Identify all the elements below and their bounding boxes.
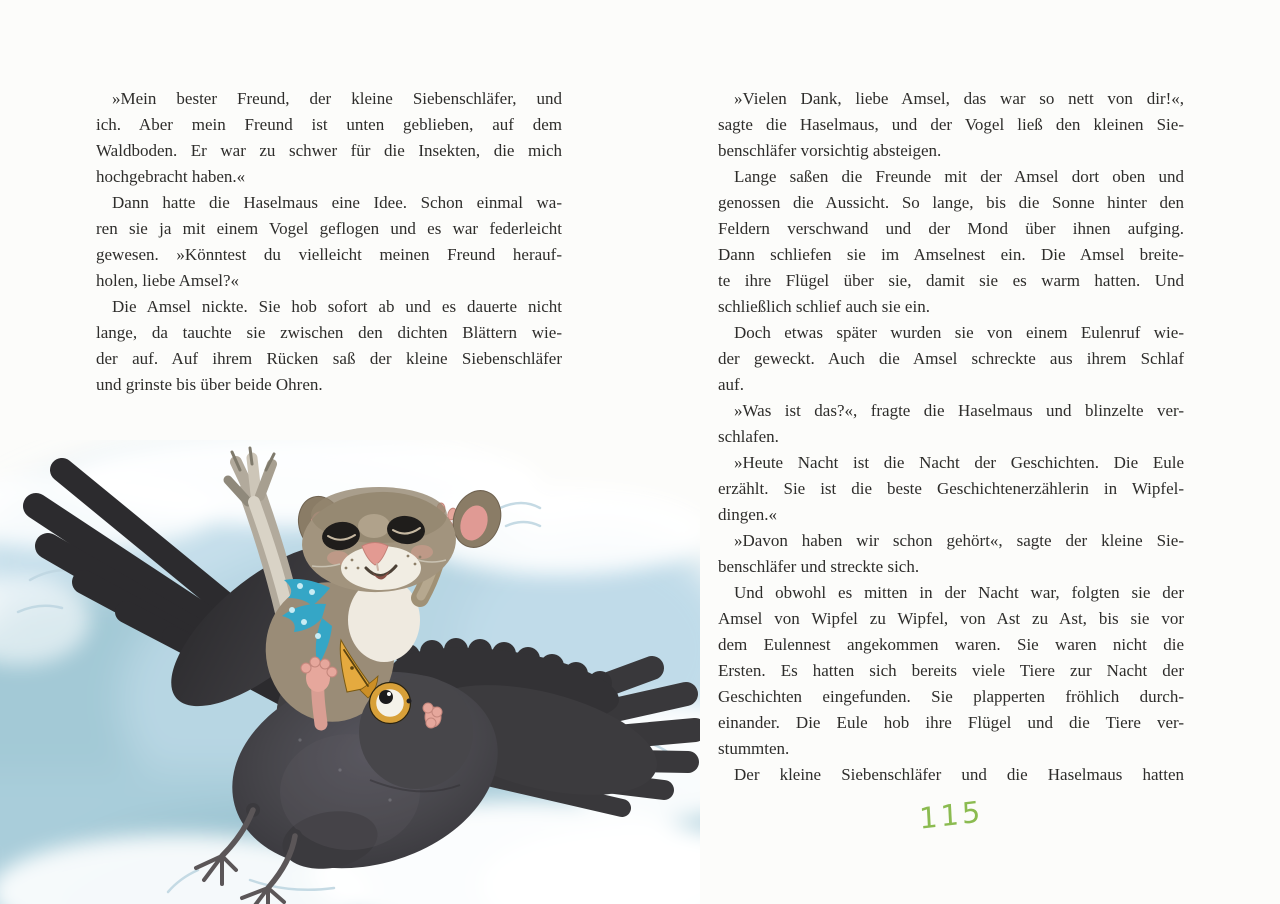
text-line: lange, da tauchte sie zwischen den dichten Blättern wie- bbox=[96, 323, 562, 342]
page-number: 115 bbox=[918, 794, 984, 836]
text-line: hochgebracht haben.« bbox=[96, 167, 246, 186]
blackbird-and-dormouse-illustration bbox=[0, 440, 700, 904]
text-line: Feldern verschwand und der Mond über ihnen aufging. bbox=[718, 219, 1184, 238]
text-line: Dann schliefen sie im Amselnest ein. Die Amsel breite- bbox=[718, 245, 1184, 264]
text-line: und grinste bis über beide Ohren. bbox=[96, 375, 323, 394]
text-line: »Heute Nacht ist die Nacht der Geschichten. Die Eule bbox=[734, 453, 1184, 472]
text-line: einander. Die Eule hob ihre Flügel und die Tiere ver- bbox=[718, 713, 1184, 732]
text-line: dem Eulennest angekommen waren. Sie waren nicht die bbox=[718, 635, 1184, 654]
paragraph bbox=[718, 398, 1184, 450]
text-line: der geweckt. Auch die Amsel schreckte aus ihrem Schlaf bbox=[718, 349, 1184, 368]
text-line: »Was ist das?«, fragte die Haselmaus und blinzelte ver- bbox=[734, 401, 1184, 420]
paragraph bbox=[96, 190, 562, 294]
text-line: »Mein bester Freund, der kleine Siebenschläfer, und bbox=[112, 89, 562, 108]
paragraph bbox=[96, 294, 562, 398]
text-line: Lange saßen die Freunde mit der Amsel dort oben und bbox=[734, 167, 1184, 186]
paragraph bbox=[718, 86, 1184, 164]
text-line: genossen die Aussicht. So lange, bis die Sonne hinter den bbox=[718, 193, 1184, 212]
text-line: stummten. bbox=[718, 739, 790, 758]
text-line: Doch etwas später wurden sie von einem Eulenruf wie- bbox=[734, 323, 1184, 342]
text-line: ren sie ja mit einem Vogel geflogen und es war federleicht bbox=[96, 219, 562, 238]
text-line: Die Amsel nickte. Sie hob sofort ab und es dauerte nicht bbox=[112, 297, 562, 316]
text-line: »Vielen Dank, liebe Amsel, das war so nett von dir!«, bbox=[734, 89, 1184, 108]
paragraph bbox=[718, 450, 1184, 528]
text-line: Der kleine Siebenschläfer und die Haselmaus hatten bbox=[734, 765, 1184, 784]
text-line: auf. bbox=[718, 375, 744, 394]
left-page-text-column bbox=[96, 86, 562, 398]
paragraph bbox=[718, 164, 1184, 320]
text-line: sagte die Haselmaus, und der Vogel ließ den kleinen Sie- bbox=[718, 115, 1184, 134]
text-line: Ersten. Es hatten sich bereits viele Tiere zur Nacht der bbox=[718, 661, 1184, 680]
text-line: te ihre Flügel über sie, damit sie es warm hatten. Und bbox=[718, 271, 1184, 290]
text-line: benschläfer vorsichtig absteigen. bbox=[718, 141, 942, 160]
page-number-area bbox=[718, 794, 1184, 836]
text-line: holen, liebe Amsel?« bbox=[96, 271, 240, 290]
paragraph bbox=[718, 528, 1184, 580]
text-line: gewesen. »Könntest du vielleicht meinen Freund herauf- bbox=[96, 245, 562, 264]
text-line: erzählt. Sie ist die beste Geschichtenerzählerin in Wipfel- bbox=[718, 479, 1184, 498]
paragraph bbox=[718, 320, 1184, 398]
text-line: Geschichten eingefunden. Sie plapperten fröhlich durch- bbox=[718, 687, 1184, 706]
text-line: Und obwohl es mitten in der Nacht war, folgten sie der bbox=[734, 583, 1184, 602]
paragraph bbox=[718, 762, 1184, 788]
text-line: benschläfer und streckte sich. bbox=[718, 557, 920, 576]
right-page-text-column bbox=[718, 86, 1184, 788]
text-line: schließlich schlief auch sie ein. bbox=[718, 297, 930, 316]
bird-eye bbox=[370, 683, 411, 724]
text-line: der auf. Auf ihrem Rücken saß der kleine Siebenschläfer bbox=[96, 349, 562, 368]
text-line: Amsel von Wipfel zu Wipfel, von Ast zu Ast, bis sie vor bbox=[718, 609, 1184, 628]
text-line: »Davon haben wir schon gehört«, sagte der kleine Sie- bbox=[734, 531, 1184, 550]
paragraph bbox=[96, 86, 562, 190]
text-line: dingen.« bbox=[718, 505, 778, 524]
text-line: schlafen. bbox=[718, 427, 779, 446]
text-line: Dann hatte die Haselmaus eine Idee. Schon einmal wa- bbox=[112, 193, 562, 212]
text-line: ich. Aber mein Freund ist unten geblieben, auf dem bbox=[96, 115, 562, 134]
text-line: Waldboden. Er war zu schwer für die Insekten, die mich bbox=[96, 141, 562, 160]
paragraph bbox=[718, 580, 1184, 762]
